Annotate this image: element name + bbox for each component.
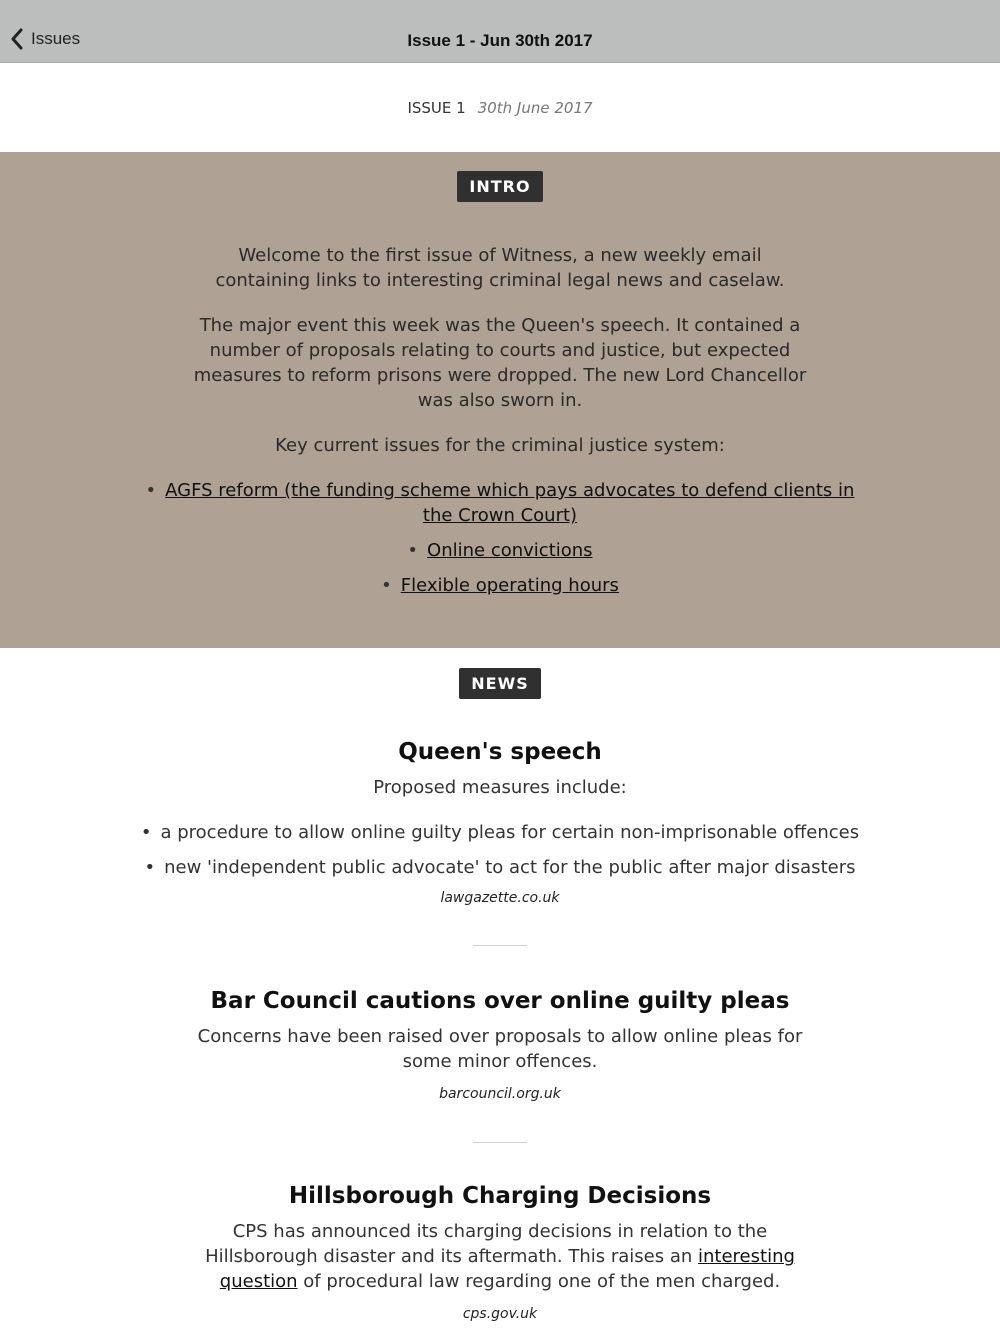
article-description: CPS has announced its charging decisions in relation to the Hillsborough disaster and its aftermath. This raises an interesting question of procedural law regarding one of the men charged. xyxy=(205,1221,795,1292)
article-source[interactable]: lawgazette.co.uk xyxy=(440,890,560,906)
issue-date: 30th June 2017 xyxy=(477,98,593,117)
article-title: Bar Council cautions over online guilty pleas xyxy=(210,988,790,1014)
back-label: Issues xyxy=(31,29,81,48)
article-source[interactable]: barcouncil.org.uk xyxy=(439,1086,561,1102)
news-section xyxy=(0,648,1000,1322)
article-bullet-list xyxy=(0,820,1000,880)
page-title: Issue 1 - Jun 30th 2017 xyxy=(407,31,593,50)
article-title: Hillsborough Charging Decisions xyxy=(288,1183,712,1209)
news-article xyxy=(0,739,1000,906)
divider xyxy=(473,945,527,946)
article-source[interactable]: cps.gov.uk xyxy=(462,1306,538,1322)
list-item: • Flexible operating hours xyxy=(381,575,619,596)
intro-badge: INTRO xyxy=(457,171,542,202)
list-item: • Online convictions xyxy=(407,540,593,561)
intro-section xyxy=(0,152,1000,648)
intro-paragraph: The major event this week was the Queen's speech. It contained a number of proposals relating to courts and justice, but expected measures to reform prisons were dropped. The new Lord Chancellor was also sworn in. xyxy=(193,315,807,411)
article-description: Concerns have been raised over proposals to allow online pleas for some minor offences. xyxy=(197,1026,803,1072)
divider xyxy=(473,1142,527,1143)
list-item: • AGFS reform (the funding scheme which pays advocates to defend clients in the Crown Court) xyxy=(145,480,855,526)
article-description: Proposed measures include: xyxy=(373,777,627,798)
issue-label: ISSUE 1 xyxy=(407,98,466,117)
navigation-bar xyxy=(0,0,1000,63)
news-article xyxy=(0,1183,1000,1322)
list-item: • new 'independent public advocate' to act for the public after major disasters xyxy=(144,857,856,878)
agfs-reform-link[interactable]: AGFS reform (the funding scheme which pays advocates to defend clients in the Crown Court) xyxy=(165,480,855,526)
intro-paragraph: Welcome to the first issue of Witness, a new weekly email containing links to interesting criminal legal news and caselaw. xyxy=(215,245,785,291)
news-badge: NEWS xyxy=(459,668,541,699)
interesting-question-link[interactable]: interesting question xyxy=(219,1246,795,1292)
flexible-hours-link[interactable]: Flexible operating hours xyxy=(400,575,619,596)
list-item: • a procedure to allow online guilty pleas for certain non-imprisonable offences xyxy=(140,822,860,843)
news-article xyxy=(0,988,1000,1102)
article-title: Queen's speech xyxy=(398,739,602,765)
intro-link-list xyxy=(140,478,860,598)
intro-paragraph: Key current issues for the criminal justice system: xyxy=(275,435,725,456)
online-convictions-link[interactable]: Online convictions xyxy=(427,540,593,561)
issue-header xyxy=(0,63,1000,152)
